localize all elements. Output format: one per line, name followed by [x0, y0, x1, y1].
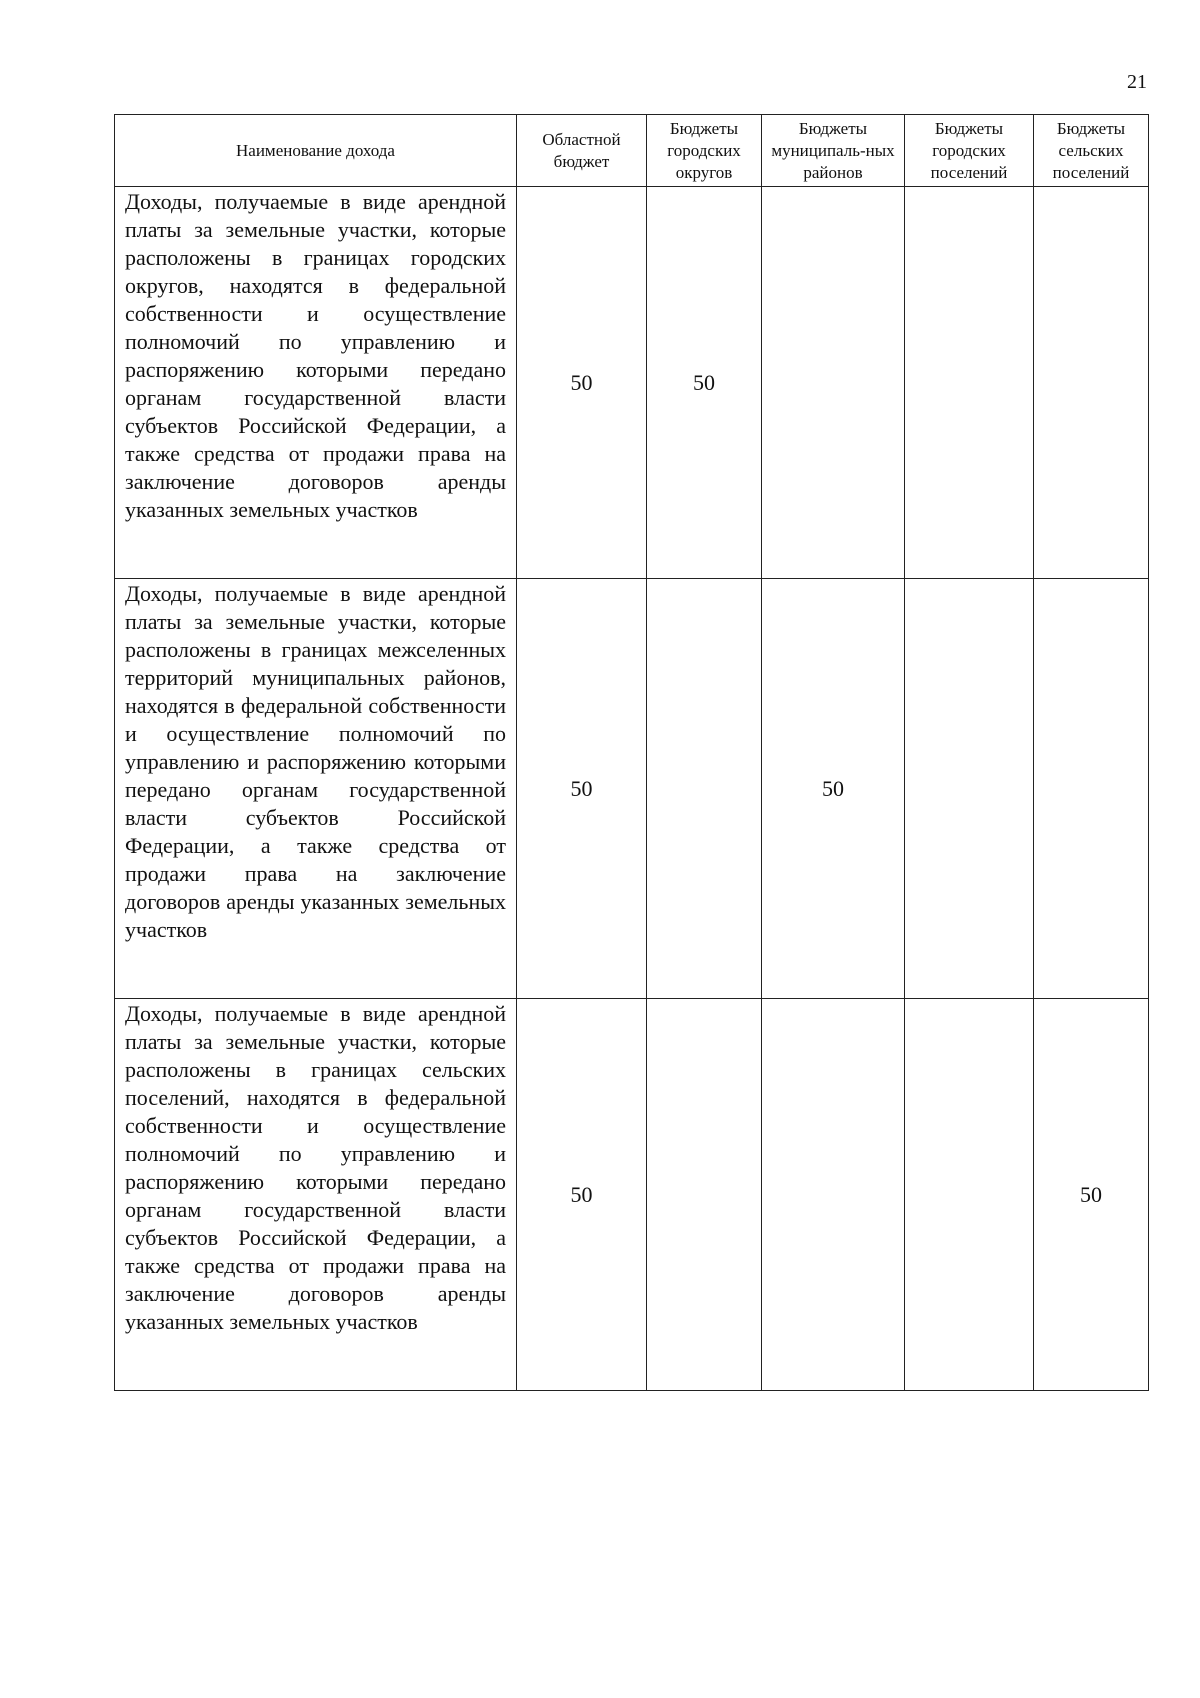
- table-header-row: [115, 115, 1149, 187]
- revenue-name-cell: Доходы, получаемые в виде арендной платы за земельные участки, которые расположены в границах сельских поселений, находятся в федеральной собственности и осуществление полномочий по управлению и распоряжению которыми передано органам государственной власти субъектов Российской Федерации, а также средства от продажи права на заключение договоров аренды указанных земельных участков: [115, 999, 517, 1391]
- rural-settlement-budget-cell: [1034, 579, 1149, 999]
- rural-settlement-budget-cell: 50: [1034, 999, 1149, 1391]
- municipal-district-budget-cell: [762, 187, 905, 579]
- header-regional-budget: Областной бюджет: [517, 115, 647, 187]
- city-district-budget-cell: 50: [647, 187, 762, 579]
- header-revenue-name: Наименование дохода: [115, 115, 517, 187]
- revenue-name-cell: Доходы, получаемые в виде арендной платы за земельные участки, которые расположены в границах межселенных территорий муниципальных районов, находятся в федеральной собственности и осуществление полномочий по управлению и распоряжению которыми передано органам государственной власти субъектов Российской Федерации, а также средства от продажи права на заключение договоров аренды указанных земельных участков: [115, 579, 517, 999]
- revenue-distribution-table: [114, 114, 1149, 1391]
- city-district-budget-cell: [647, 999, 762, 1391]
- rural-settlement-budget-cell: [1034, 187, 1149, 579]
- regional-budget-cell: 50: [517, 187, 647, 579]
- header-urban-settlement-budgets: Бюджеты городских поселений: [905, 115, 1034, 187]
- table-row: [115, 187, 1149, 579]
- table-row: [115, 579, 1149, 999]
- revenue-name-cell: Доходы, получаемые в виде арендной платы за земельные участки, которые расположены в границах городских округов, находятся в федеральной собственности и осуществление полномочий по управлению и распоряжению которыми передано органам государственной власти субъектов Российской Федерации, а также средства от продажи права на заключение договоров аренды указанных земельных участков: [115, 187, 517, 579]
- header-municipal-district-budgets: Бюджеты муниципаль-ных районов: [762, 115, 905, 187]
- urban-settlement-budget-cell: [905, 187, 1034, 579]
- city-district-budget-cell: [647, 579, 762, 999]
- page-number: 21: [1127, 71, 1147, 93]
- municipal-district-budget-cell: [762, 999, 905, 1391]
- regional-budget-cell: 50: [517, 999, 647, 1391]
- header-rural-settlement-budgets: Бюджеты сельских поселений: [1034, 115, 1149, 187]
- municipal-district-budget-cell: 50: [762, 579, 905, 999]
- urban-settlement-budget-cell: [905, 999, 1034, 1391]
- header-city-district-budgets: Бюджеты городских округов: [647, 115, 762, 187]
- urban-settlement-budget-cell: [905, 579, 1034, 999]
- table-row: [115, 999, 1149, 1391]
- regional-budget-cell: 50: [517, 579, 647, 999]
